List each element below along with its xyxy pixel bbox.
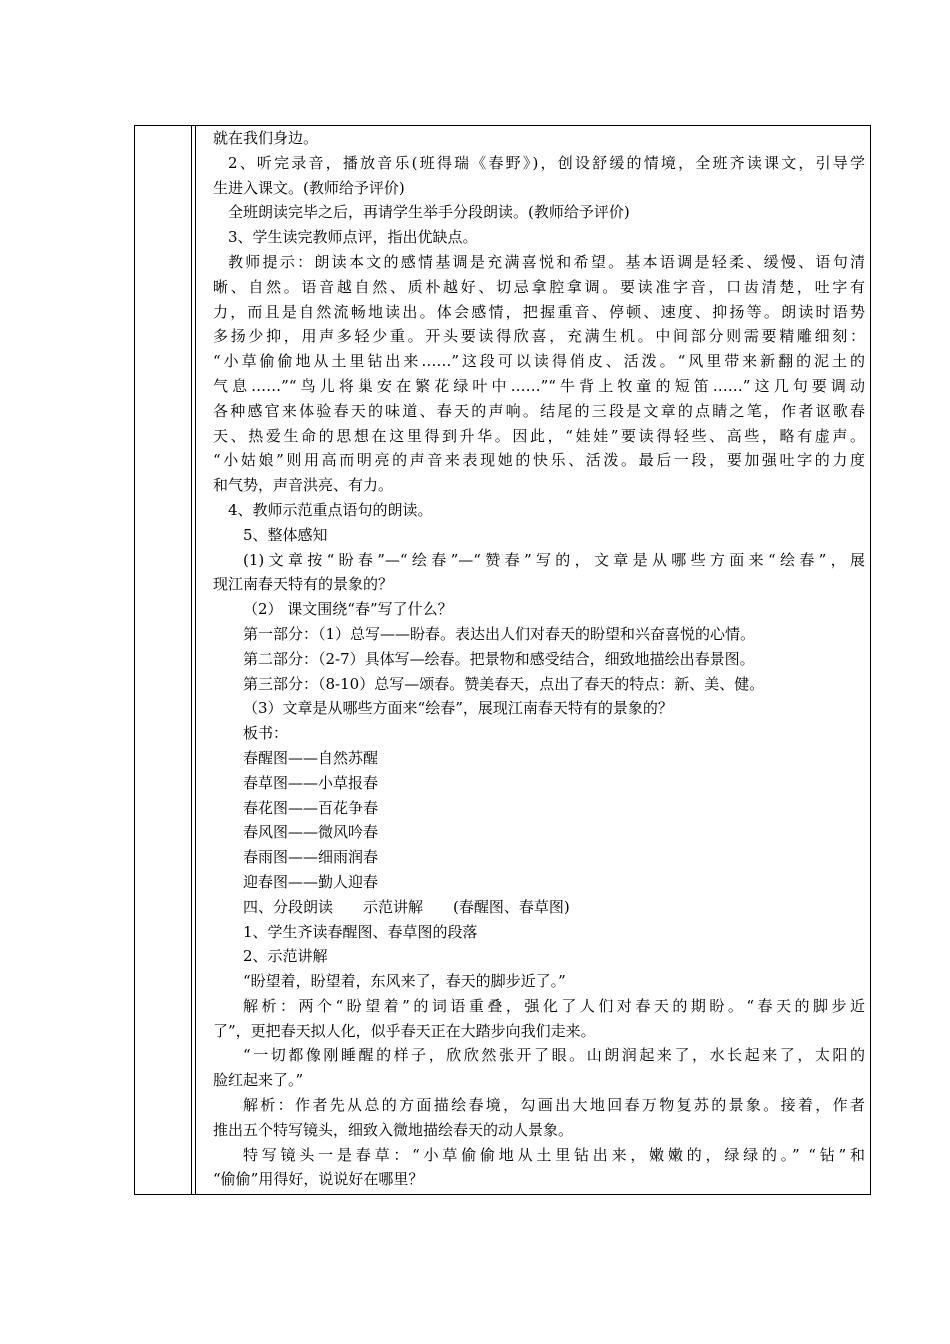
text-line: 第一部分：（1）总写——盼春。表达出人们对春天的盼望和兴奋喜悦的心情。	[243, 624, 756, 643]
text-line: 和气势，声音洪亮、有力。	[213, 476, 394, 495]
text-line: 四、分段朗读 示范讲解 (春醒图、春草图)	[243, 897, 570, 916]
text-line: 春醒图——自然苏醒	[243, 748, 379, 767]
lesson-content-cell	[213, 126, 865, 1192]
text-line: “小姑娘”则用高而明亮的声音来表现她的快乐、活泼。最后一段，要加强吐字的力度	[213, 451, 865, 470]
text-line: 2、示范讲解	[243, 947, 328, 966]
text-line: 迎春图——勤人迎春	[243, 872, 379, 891]
text-line: 生进入课文。(教师给予评价)	[213, 178, 405, 197]
text-line: “一切都像刚睡醒的样子，欣欣然张开了眼。山朗润起来了，水长起来了，太阳的	[243, 1046, 865, 1065]
text-line: 教师提示：朗读本文的感情基调是充满喜悦和希望。基本语调是轻柔、缓慢、语句清	[228, 252, 865, 271]
text-line: 现江南春天特有的景象的？	[213, 575, 394, 594]
text-line: 力，而且是自然流畅地读出。体会感情，把握重音、停顿、速度、抑扬等。朗读时语势	[213, 302, 865, 321]
text-line: 春花图——百花争春	[243, 798, 379, 817]
text-line: 多扬少抑，用声多轻少重。开头要读得欣喜，充满生机。中间部分则需要精雕细刻：	[213, 327, 865, 346]
text-line: 春风图——微风吟春	[243, 823, 379, 842]
text-line: 晰、自然。语音越自然、质朴越好、切忌拿腔拿调。要读准字音，口齿清楚，吐字有	[213, 277, 865, 296]
text-line: 气息……”“鸟儿将巢安在繁花绿叶中……”“牛背上牧童的短笛……”这几句要调动	[213, 376, 865, 395]
text-line: 第三部分：（8-10）总写—颂春。赞美春天，点出了春天的特点：新、美、健。	[243, 674, 765, 693]
text-line: “盼望着，盼望着，东风来了，春天的脚步近了。”	[243, 972, 566, 991]
text-line: 解析：作者先从总的方面描绘春境，勾画出大地回春万物复苏的景象。接着，作者	[243, 1096, 865, 1115]
text-line: 了”，更把春天拟人化，似乎春天正在大踏步向我们走来。	[213, 1021, 596, 1040]
text-line: （2） 课文围绕“春”写了什么？	[243, 600, 453, 619]
text-line: 推出五个特写镜头，细致入微地描绘春天的动人景象。	[213, 1120, 574, 1139]
text-line: 3、学生读完教师点评，指出优缺点。	[228, 228, 478, 247]
text-line: (1)文章按“盼春”—“绘春”—“赞春”写的，文章是从哪些方面来“绘春”，展	[243, 550, 865, 569]
text-line: 就在我们身边。	[213, 129, 319, 147]
text-line: 全班朗读完毕之后，再请学生举手分段朗读。(教师给予评价)	[228, 203, 630, 222]
column-divider	[191, 126, 192, 1194]
text-line: 4、教师示范重点语句的朗读。	[228, 500, 433, 519]
text-line: 脸红起来了。”	[213, 1071, 304, 1090]
text-line: 第二部分：（2-7）具体写—绘春。把景物和感受结合，细致地描绘出春景图。	[243, 649, 755, 668]
table-left-column	[135, 126, 196, 1194]
text-line: 各种感官来体验春天的味道、春天的声响。结尾的三段是文章的点睛之笔，作者讴歌春	[213, 401, 865, 420]
text-line: 春草图——小草报春	[243, 773, 379, 792]
text-line: 5、整体感知	[243, 525, 328, 544]
text-line: “偷偷”用得好，说说好在哪里？	[213, 1170, 424, 1189]
text-line: 1、学生齐读春醒图、春草图的段落	[243, 922, 478, 941]
text-line: （3）文章是从哪些方面来“绘春”，展现江南春天特有的景象的？	[243, 699, 673, 718]
text-line: 板书：	[243, 724, 289, 743]
text-line: 春雨图——细雨润春	[243, 848, 379, 867]
text-line: 天、热爱生命的思想在这里得到升华。因此，“娃娃”要读得轻些、高些，略有虚声。	[213, 426, 865, 445]
lesson-table	[134, 125, 871, 1195]
text-line: 解析：两个“盼望着”的词语重叠，强化了人们对春天的期盼。“春天的脚步近	[243, 996, 865, 1015]
text-line: 2、听完录音，播放音乐(班得瑞《春野》)，创设舒缓的情境，全班齐读课文，引导学	[228, 153, 865, 172]
text-line: “小草偷偷地从土里钻出来……”这段可以读得俏皮、活泼。“风里带来新翻的泥土的	[213, 352, 865, 371]
text-line: 特写镜头一是春草：“小草偷偷地从土里钻出来，嫩嫩的，绿绿的。” “钻”和	[243, 1145, 865, 1164]
